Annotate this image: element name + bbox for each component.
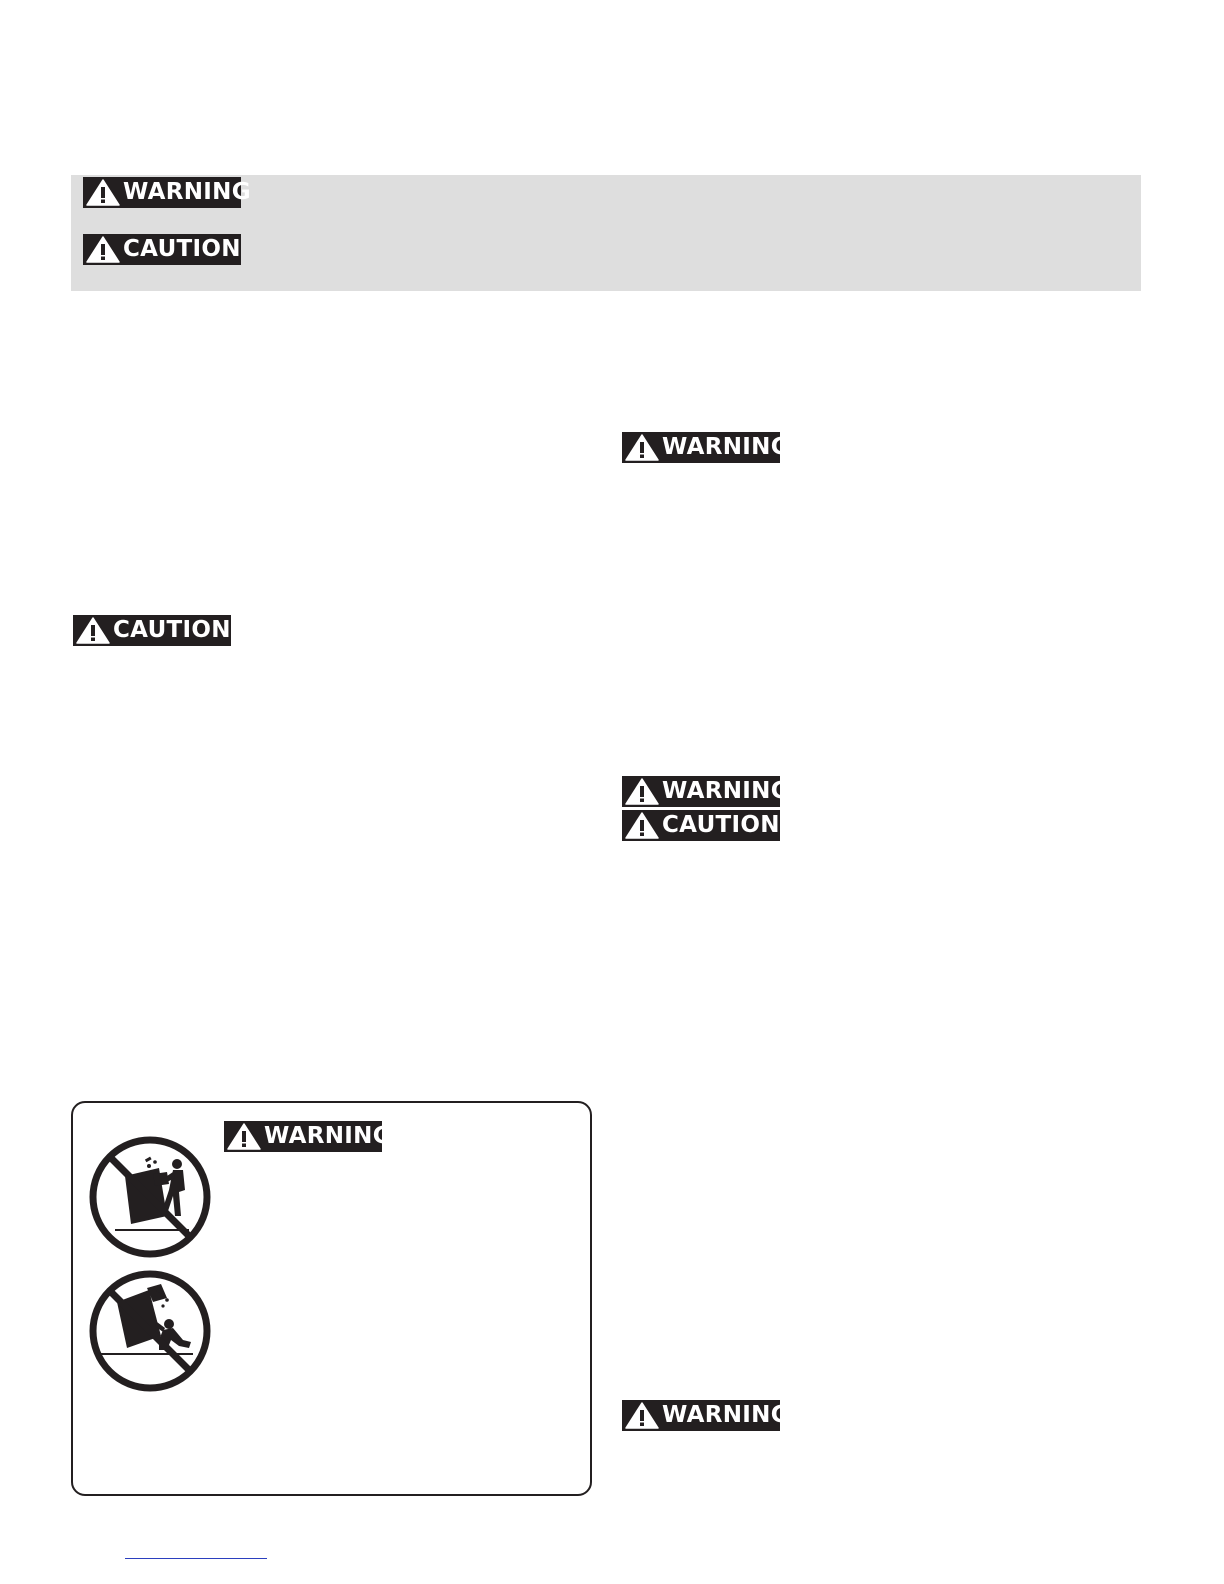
alert-triangle-icon xyxy=(86,179,120,206)
caution-badge-label: CAUTION xyxy=(113,617,231,643)
caution-badge xyxy=(622,810,780,841)
warning-badge xyxy=(224,1121,392,1152)
warning-badge xyxy=(622,1400,790,1431)
warning-badge-label: WARNING xyxy=(662,778,790,804)
footer-link-underline[interactable] xyxy=(125,1558,267,1559)
alert-triangle-icon xyxy=(625,434,659,461)
caution-badge-label: CAUTION xyxy=(662,812,780,838)
alert-triangle-icon xyxy=(227,1123,261,1150)
warning-badge-label: WARNING xyxy=(264,1123,392,1149)
alert-triangle-icon xyxy=(625,812,659,839)
warning-badge-label: WARNING xyxy=(662,434,790,460)
alert-triangle-icon xyxy=(625,778,659,805)
caution-badge-label: CAUTION xyxy=(123,236,241,262)
warning-badge xyxy=(622,776,790,807)
alert-triangle-icon xyxy=(76,617,110,644)
no-tip-over-icon xyxy=(87,1268,213,1394)
warning-badge-label: WARNING xyxy=(123,179,251,205)
caution-badge xyxy=(73,615,231,646)
no-climbing-on-open-door-icon xyxy=(87,1134,213,1260)
warning-badge xyxy=(83,177,251,208)
warning-badge-label: WARNING xyxy=(662,1402,790,1428)
alert-triangle-icon xyxy=(625,1402,659,1429)
warning-badge xyxy=(622,432,790,463)
alert-triangle-icon xyxy=(86,236,120,263)
caution-badge xyxy=(83,234,241,265)
